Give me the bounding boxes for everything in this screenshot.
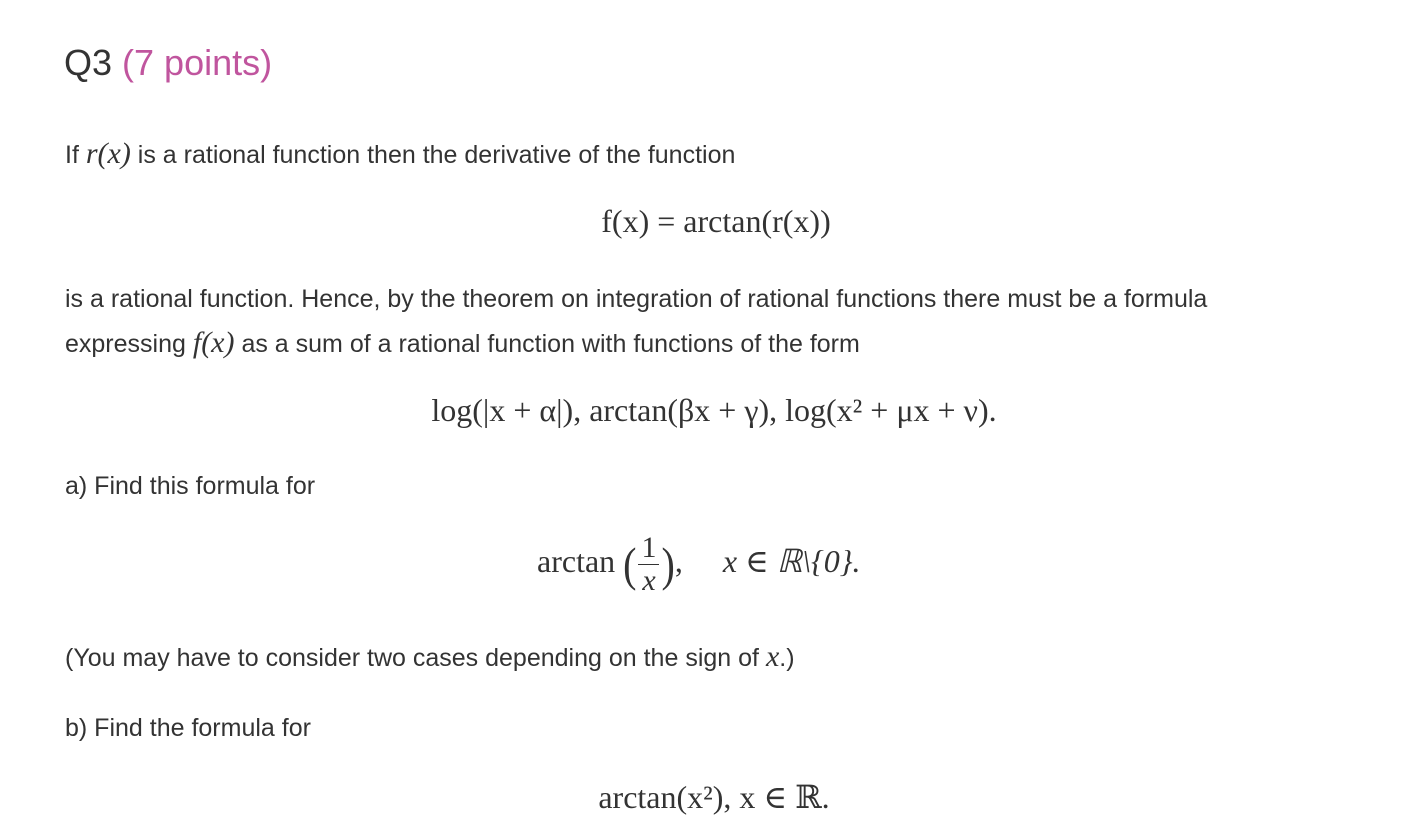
formula-part-b-text: arctan(x²), x ∈ ℝ. (598, 779, 830, 815)
part-a-note-prefix: (You may have to consider two cases depending on the sign of (65, 644, 759, 672)
formula-part-a-domain: x ∈ ℝ\{0}. (722, 542, 861, 579)
paragraph-2-var: f(x) (192, 326, 235, 359)
fraction-numerator: 1 (638, 532, 659, 565)
formula-part-b (0, 778, 1426, 816)
part-a-note-suffix: .) (779, 644, 795, 672)
right-paren: ) (661, 537, 675, 592)
formula-comma: , (674, 542, 683, 579)
question-points: (7 points) (122, 42, 273, 83)
intro-paragraph (65, 132, 735, 177)
left-paren: ( (623, 537, 637, 592)
formula-part-a-func: arctan (537, 542, 616, 579)
fraction-one-over-x (638, 532, 659, 597)
part-a-label: a) Find this formula for (65, 472, 316, 500)
part-a-note-var: x (765, 640, 780, 673)
paragraph-2-prefix: expressing (65, 330, 186, 358)
paragraph-2-line-1: is a rational function. Hence, by the theorem on integration of rational functions there must be a formula (65, 285, 1208, 313)
part-a-note (65, 635, 795, 680)
formula-f (0, 203, 1426, 240)
formula-f-text: f(x) = arctan(r(x)) (601, 203, 831, 239)
paragraph-2-line-2 (65, 321, 860, 366)
question-title (64, 40, 272, 86)
intro-suffix: is a rational function then the derivative of the function (137, 141, 736, 169)
intro-r-of-x: r(x) (85, 137, 131, 170)
paragraph-2-suffix: as a sum of a rational function with functions of the form (241, 330, 860, 358)
part-b-label: b) Find the formula for (65, 714, 311, 742)
question-label: Q3 (64, 42, 113, 83)
formula-forms (0, 392, 1426, 429)
formula-forms-text: log(|x + α|), arctan(βx + γ), log(x² + μx + ν). (431, 392, 997, 428)
fraction-denominator: x (642, 564, 656, 597)
intro-prefix: If (65, 141, 79, 169)
formula-part-a (537, 532, 861, 597)
